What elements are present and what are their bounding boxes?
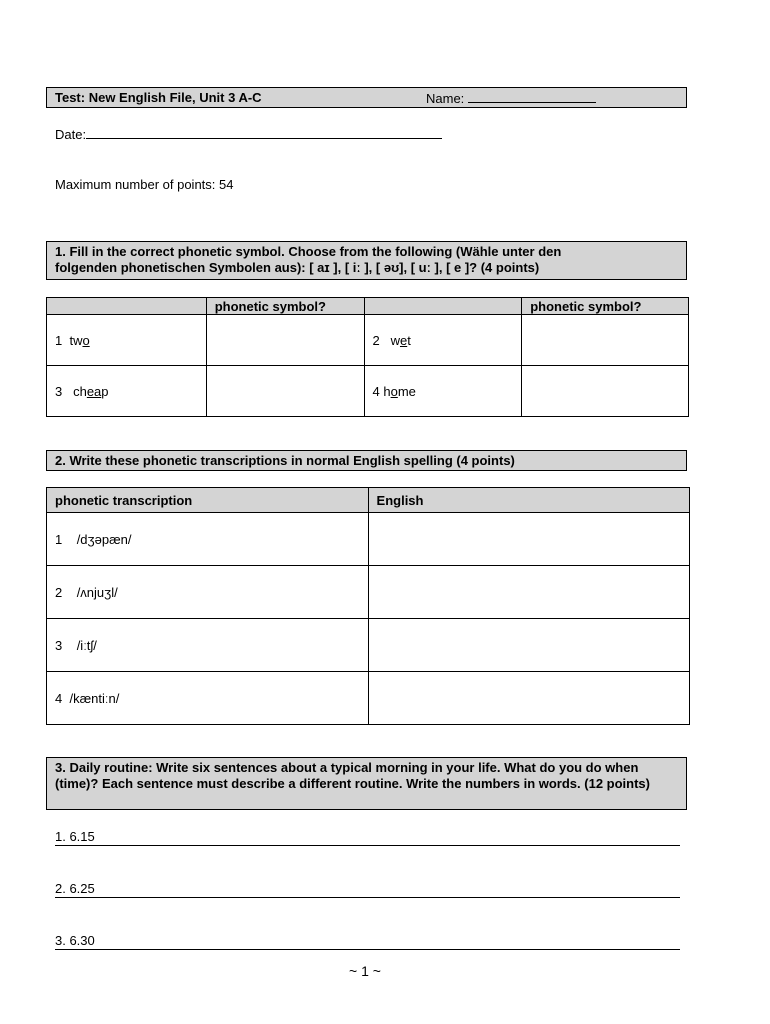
empty-header-cell bbox=[364, 298, 522, 315]
answer-cell[interactable] bbox=[368, 672, 689, 725]
table-row bbox=[47, 672, 690, 725]
date-blank-line[interactable] bbox=[86, 126, 442, 139]
word-cell: 2 wet bbox=[364, 315, 522, 366]
section1-heading-line1: 1. Fill in the correct phonetic symbol. Choose from the following (Wähle unter den bbox=[55, 244, 562, 259]
section2-heading: 2. Write these phonetic transcriptions in normal English spelling (4 points) bbox=[46, 450, 687, 471]
phonetic-symbol-table bbox=[46, 297, 689, 417]
answer-cell[interactable] bbox=[368, 566, 689, 619]
answer-cell[interactable] bbox=[368, 619, 689, 672]
table-row bbox=[47, 619, 690, 672]
word-cell: 4 home bbox=[364, 366, 522, 417]
test-title: Test: New English File, Unit 3 A-C bbox=[55, 90, 262, 105]
phonetic-symbol-header: phonetic symbol? bbox=[522, 298, 689, 315]
section3-heading: 3. Daily routine: Write six sentences about a typical morning in your life. What do you do when (time)? Each sentence must describe a different routine. Write the numbers in words. (12 points) bbox=[46, 757, 687, 810]
answer-cell[interactable] bbox=[522, 366, 689, 417]
empty-header-cell bbox=[47, 298, 207, 315]
answer-cell[interactable] bbox=[206, 366, 364, 417]
english-header: English bbox=[368, 488, 689, 513]
table-row bbox=[47, 315, 689, 366]
name-field[interactable] bbox=[426, 90, 596, 106]
transcription-cell: 2 /ʌnjuʒl/ bbox=[47, 566, 369, 619]
answer-line[interactable]: 2. 6.25 bbox=[55, 881, 680, 898]
table-row bbox=[47, 513, 690, 566]
transcription-cell: 4 /kæntiːn/ bbox=[47, 672, 369, 725]
answer-line[interactable]: 1. 6.15 bbox=[55, 829, 680, 846]
transcription-table bbox=[46, 487, 690, 725]
section1-heading bbox=[46, 241, 687, 280]
date-label: Date: bbox=[55, 127, 87, 142]
table-header-row bbox=[47, 488, 690, 513]
answer-cell[interactable] bbox=[206, 315, 364, 366]
page-number: ~ 1 ~ bbox=[349, 963, 381, 979]
name-blank-line[interactable] bbox=[468, 90, 596, 103]
answer-cell[interactable] bbox=[368, 513, 689, 566]
transcription-cell: 1 /dʒəpæn/ bbox=[47, 513, 369, 566]
word-cell: 1 two bbox=[47, 315, 207, 366]
table-header-row bbox=[47, 298, 689, 315]
table-row bbox=[47, 566, 690, 619]
transcription-cell: 3 /iːtʃ/ bbox=[47, 619, 369, 672]
answer-cell[interactable] bbox=[522, 315, 689, 366]
answer-line[interactable]: 3. 6.30 bbox=[55, 933, 680, 950]
max-points-text: Maximum number of points: 54 bbox=[55, 177, 234, 192]
transcription-header: phonetic transcription bbox=[47, 488, 369, 513]
table-row bbox=[47, 366, 689, 417]
word-cell: 3 cheap bbox=[47, 366, 207, 417]
name-label: Name: bbox=[426, 91, 465, 106]
section1-heading-line2: folgenden phonetischen Symbolen aus): [ aɪ ], [ iː ], [ əʊ], [ uː ], [ e ]? (4 points) bbox=[55, 260, 540, 275]
date-field[interactable] bbox=[55, 126, 442, 142]
test-header-bar bbox=[46, 87, 687, 108]
phonetic-symbol-header: phonetic symbol? bbox=[206, 298, 364, 315]
